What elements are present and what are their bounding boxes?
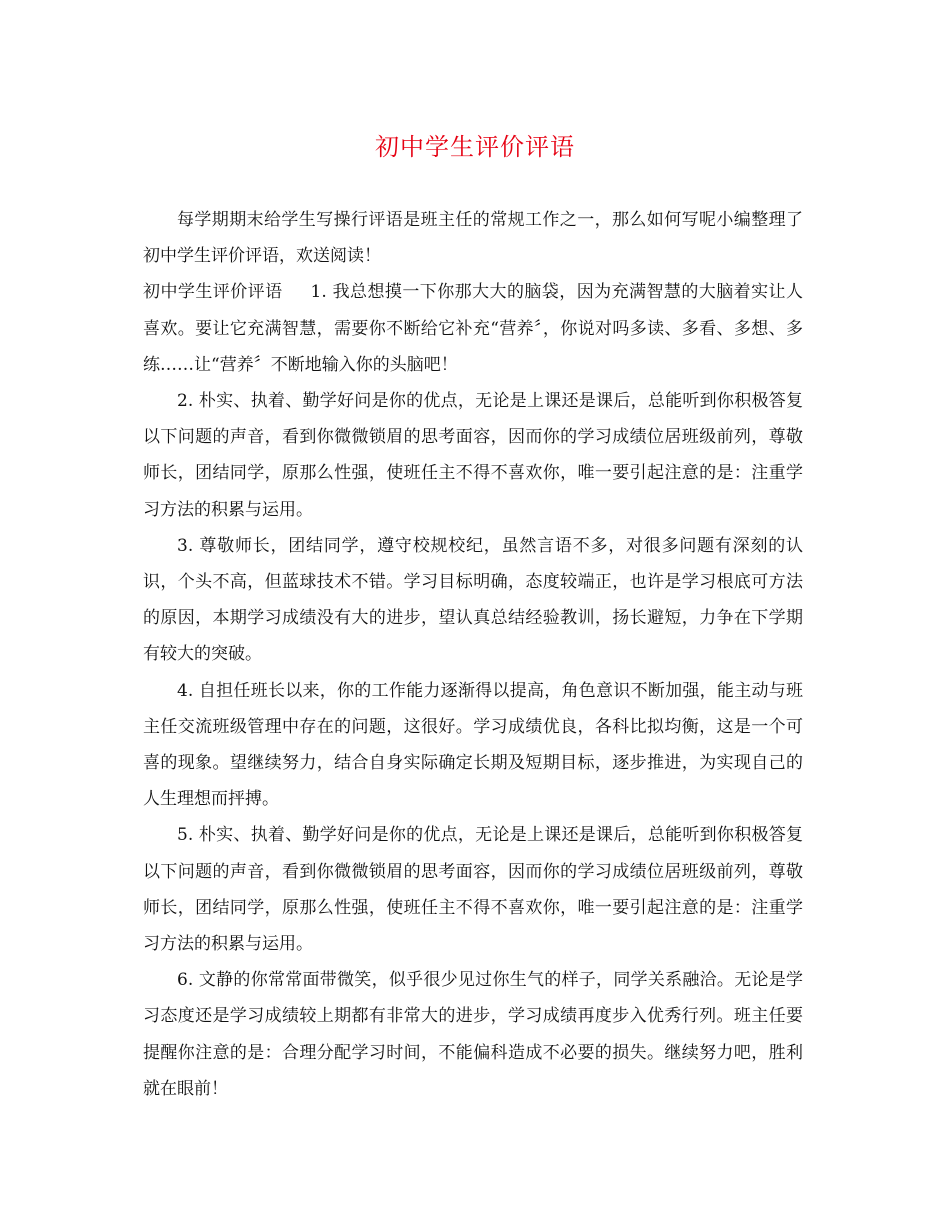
page-title: 初中学生评价评语 <box>375 133 575 161</box>
comment-5-paragraph: 5. 朴实、执着、勤学好问是你的优点，无论是上课还是课后，总能听到你积极答复以下问题的声音，看到你微微锁眉的思考面容，因而你的学习成绩位居班级前列，尊敬师长，团结同学，原那么性强，使班任主不得不喜欢你，唯一要引起注意的是：注重学习方法的积累与运用。 <box>143 825 803 955</box>
comment-2-paragraph: 2. 朴实、执着、勤学好问是你的优点，无论是上课还是课后，总能听到你积极答复以下问题的声音，看到你微微锁眉的思考面容，因而你的学习成绩位居班级前列，尊敬师长，团结同学，原那么性强，使班任主不得不喜欢你，唯一要引起注意的是：注重学习方法的积累与运用。 <box>143 391 803 520</box>
comment-6-paragraph: 6. 文静的你常常面带微笑，似乎很少见过你生气的样子，同学关系融洽。无论是学习态度还是学习成绩较上期都有非常大的进步，学习成绩再度步入优秀行列。班主任要提醒你注意的是：合理分配学习时间，不能偏科造成不必要的损失。继续努力吧，胜利就在眼前！ <box>143 970 803 1099</box>
comment-1-text: 1. 我总想摸一下你那大大的脑袋，因为充满智慧的大脑着实让人喜欢。要让它充满智慧，需要你不断给它补充“营养〞，你说对吗多读、多看、多想、多练……让“营养〞不断地输入你的头脑吧！ <box>143 282 803 375</box>
comment-4-paragraph: 4. 自担任班长以来，你的工作能力逐渐得以提高，角色意识不断加强，能主动与班主任交流班级管理中存在的问题，这很好。学习成绩优良，各科比拟均衡，这是一个可喜的现象。望继续努力，结合自身实际确定长期及短期目标，逐步推进，为实现自己的人生理想而抨搏。 <box>143 680 803 810</box>
intro-paragraph: 每学期期末给学生写操行评语是班主任的常规工作之一，那么如何写呢小编整理了初中学生评价评语，欢送阅读！ <box>143 210 803 267</box>
comment-3-paragraph: 3. 尊敬师长，团结同学，遵守校规校纪，虽然言语不多，对很多问题有深刻的认识，个头不高，但蓝球技术不错。学习目标明确，态度较端正，也许是学习根底可方法的原因，本期学习成绩没有大的进步，望认真总结经验教训，扬长避短，力争在下学期有较大的突破。 <box>143 535 803 665</box>
document-body <box>143 202 803 1107</box>
first-comment-paragraph <box>143 274 803 383</box>
section-lead: 初中学生评价评语 <box>143 282 283 303</box>
